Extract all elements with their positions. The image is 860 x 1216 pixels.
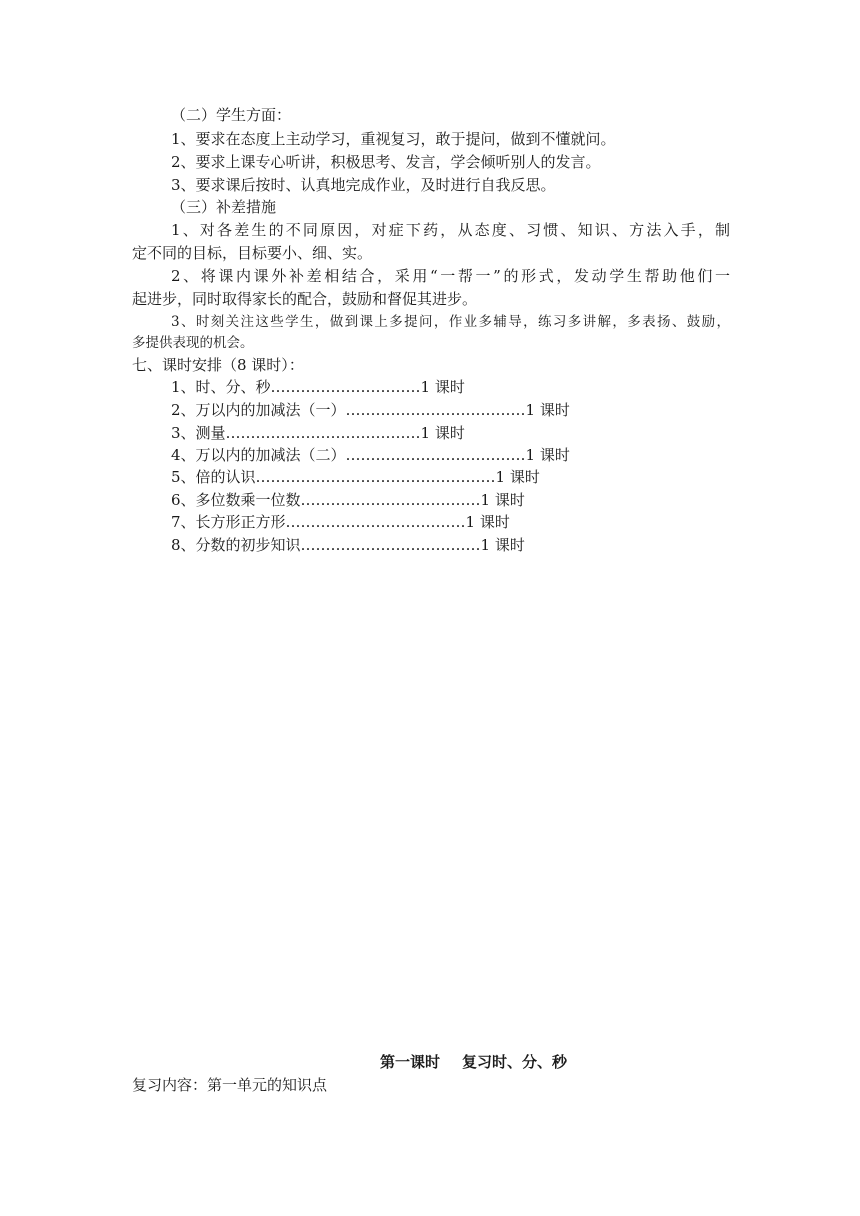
schedule-item-6: 6、多位数乘一位数………………………………1 课时: [171, 491, 525, 509]
lesson-title-topic: 复习时、分、秒: [462, 1053, 568, 1071]
schedule-item-4: 4、万以内的加减法（二）………………………………1 课时: [171, 446, 570, 464]
section-heading-students: （二）学生方面：: [171, 106, 292, 124]
student-requirement-1: 1、要求在态度上主动学习，重视复习，敢于提问，做到不懂就问。: [171, 130, 616, 148]
section-heading-schedule: 七、课时安排（8 课时）：: [132, 356, 304, 374]
student-requirement-3: 3、要求课后按时、认真地完成作业，及时进行自我反思。: [171, 176, 556, 194]
remedial-measure-1-line-1: 1、对各差生的不同原因，对症下药，从态度、习惯、知识、方法入手，制: [171, 221, 730, 239]
remedial-measure-2-line-1: 2、将课内课外补差相结合，采用“一帮一”的形式，发动学生帮助他们一: [171, 267, 730, 285]
remedial-measure-3-line-2: 多提供表现的机会。: [132, 335, 254, 351]
lesson-title: [380, 1052, 567, 1072]
student-requirement-2: 2、要求上课专心听讲，积极思考、发言，学会倾听别人的发言。: [171, 153, 601, 171]
section-heading-remedial: （三）补差措施: [171, 198, 277, 216]
review-content: 复习内容：第一单元的知识点: [132, 1076, 328, 1094]
schedule-item-7: 7、长方形正方形………………………………1 课时: [171, 513, 510, 531]
schedule-item-2: 2、万以内的加减法（一）………………………………1 课时: [171, 401, 570, 419]
remedial-measure-3-line-1: 3、时刻关注这些学生，做到课上多提问，作业多辅导，练习多讲解，多表扬、鼓励，: [171, 314, 730, 330]
remedial-measure-2-line-2: 起进步，同时取得家长的配合，鼓励和督促其进步。: [132, 290, 478, 308]
schedule-item-3: 3、测量…………………………………1 课时: [171, 424, 465, 442]
schedule-item-1: 1、时、分、秒…………………………1 课时: [171, 378, 465, 396]
remedial-measure-1-line-2: 定不同的目标，目标要小、细、实。: [132, 244, 373, 262]
schedule-item-8: 8、分数的初步知识………………………………1 课时: [171, 536, 525, 554]
lesson-title-number: 第一课时: [380, 1053, 441, 1071]
schedule-item-5: 5、倍的认识…………………………………………1 课时: [171, 468, 540, 486]
